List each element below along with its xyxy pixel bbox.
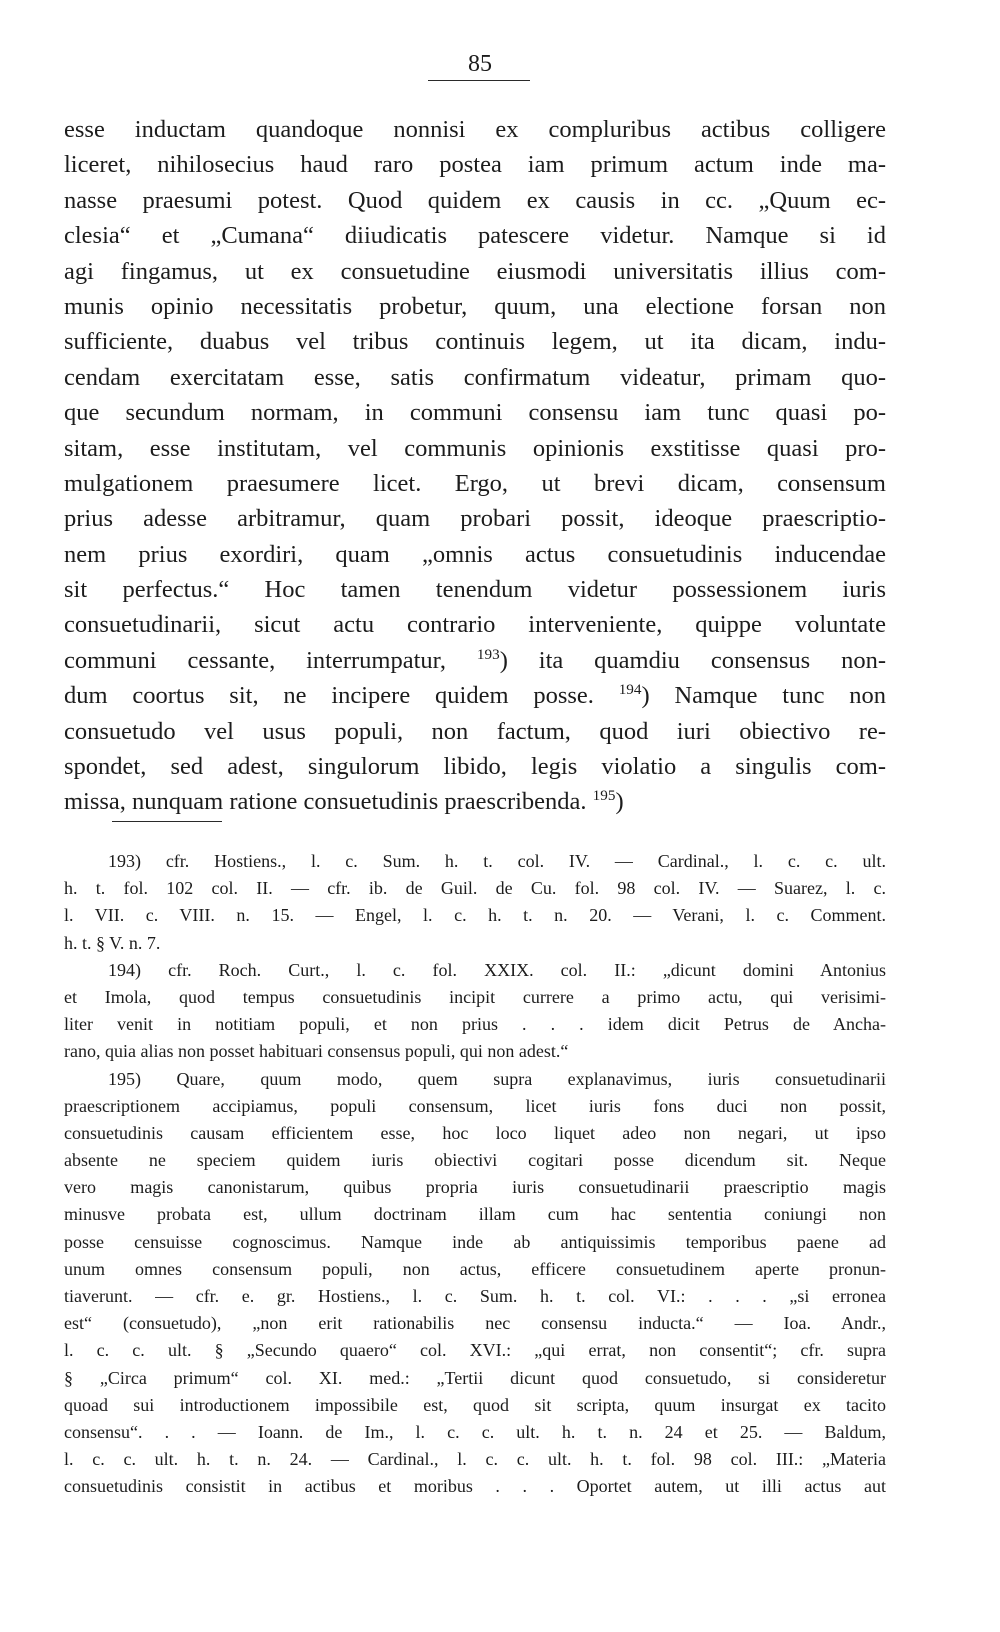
footnote-line: consuetudinis causam efficientem esse, hoc loco liquet adeo non negari, ut ipso [64, 1122, 886, 1143]
text-line: sit perfectus.“ Hoc tamen tenendum videtur possessionem iuris [64, 576, 886, 604]
text-line: clesia“ et „Cumana“ diiudicatis patescere videtur. Namque si id [64, 222, 886, 250]
text-line: munis opinio necessitatis probetur, quum, una electione forsan non [64, 292, 886, 320]
line-text: ) [615, 788, 624, 816]
footnote-line: vero magis canonistarum, quibus propria iuris consuetudinarii praescriptio magis [64, 1177, 886, 1198]
footnote-line: et Imola, quod tempus consuetudinis incipit currere a primo actu, qui verisimi- [64, 986, 886, 1007]
text-line: agi fingamus, ut ex consuetudine eiusmodi universitatis illius com- [64, 257, 886, 285]
footnote-line: 194) cfr. Roch. Curt., l. c. fol. XXIX. col. II.: „dicunt domini Antonius [108, 959, 886, 980]
footnote-ref-193: 193 [476, 645, 500, 663]
page-number-rule [428, 80, 530, 81]
footnote-line: praescriptionem accipiamus, populi consensum, licet iuris fons duci non possit, [64, 1095, 886, 1116]
footnote-ref-194: 194 [618, 681, 642, 699]
footnote-line: § „Circa primum“ col. XI. med.: „Tertii dicunt quod consuetudo, si consideretur [64, 1367, 886, 1388]
footnote-line: quoad sui introductionem impossibile est, quod sit scripta, quum insurgat ex tacito [64, 1394, 886, 1415]
footnote-line: est“ (consuetudo), „non erit rationabilis nec consensu inducta.“ — Ioa. Andr., [64, 1313, 886, 1334]
text-line: mulgationem praesumere licet. Ergo, ut brevi dicam, consensum [64, 469, 886, 497]
line-text: ) Namque tunc non [641, 682, 887, 710]
main-text [64, 112, 886, 820]
footnote-line: h. t. § V. n. 7. [64, 932, 161, 953]
line-text: dum coortus sit, ne incipere quidem posse. [64, 682, 594, 710]
footnote-separator [112, 821, 222, 822]
footnote-line: unum omnes consensum populi, non actus, efficere consuetudinem aperte pronun- [64, 1258, 886, 1279]
text-line: esse inductam quandoque nonnisi ex compluribus actibus colligere [64, 116, 886, 143]
footnote-ref-195: 195 [592, 787, 616, 805]
footnote-line: consuetudinis consistit in actibus et moribus . . . Oportet autem, ut illi actus aut [64, 1476, 886, 1497]
footnote-line: consensu“. . . — Ioann. de Im., l. c. c. ult. h. t. n. 24 et 25. — Baldum, [64, 1421, 886, 1442]
footnote-line: l. VII. c. VIII. n. 15. — Engel, l. c. h. t. n. 20. — Verani, l. c. Comment. [64, 905, 886, 926]
footnotes [64, 848, 886, 1501]
footnote-line: l. c. c. ult. h. t. n. 24. — Cardinal., l. c. c. ult. h. t. fol. 98 col. III.: „Materia [64, 1449, 886, 1470]
footnote-line: h. t. fol. 102 col. II. — cfr. ib. de Guil. de Cu. fol. 98 col. IV. — Suarez, l. c. [64, 878, 886, 899]
text-line: spondet, sed adest, singulorum libido, legis violatio a singulis com- [64, 753, 886, 781]
footnote-line: l. c. c. ult. § „Secundo quaero“ col. XVI.: „qui errat, non consentit“; cfr. supra [64, 1340, 886, 1361]
text-line: que secundum normam, in communi consensu iam tunc quasi po- [64, 399, 886, 427]
footnote-line: minusve probata est, ullum doctrinam illam cum hac sententia coniungi non [64, 1204, 886, 1225]
footnote-line: rano, quia alias non posset habituari consensus populi, qui non adest.“ [64, 1041, 569, 1062]
footnote-195 [64, 1066, 886, 1501]
footnote-line: posse censuisse cognoscimus. Namque inde ab antiquissimis temporibus paene ad [64, 1231, 886, 1252]
footnote-line: 193) cfr. Hostiens., l. c. Sum. h. t. col. IV. — Cardinal., l. c. c. ult. [108, 851, 886, 871]
text-line: cendam exercitatam esse, satis confirmatum videatur, primam quo- [64, 363, 886, 391]
text-line: liceret, nihilosecius haud raro postea iam primum actum inde ma- [64, 151, 886, 179]
text-line: sitam, esse institutam, vel communis opinionis exstitisse quasi pro- [64, 434, 886, 462]
footnote-line: 195) Quare, quum modo, quem supra explanavimus, iuris consuetudinarii [108, 1068, 886, 1089]
text-line: nem prius exordiri, quam „omnis actus consuetudinis inducendae [64, 540, 886, 568]
line-text: communi cessante, interrumpatur, [64, 646, 446, 674]
text-line: consuetudinarii, sicut actu contrario interveniente, quippe voluntate [64, 611, 886, 639]
page-number: 85 [468, 51, 492, 77]
footnote-line: absente ne speciem quidem iuris obiectivi cogitari posse dicendum sit. Neque [64, 1150, 886, 1171]
text-line: consuetudo vel usus populi, non factum, quod iuri obiectivo re- [64, 717, 886, 745]
text-line: sufficiente, duabus vel tribus continuis legem, ut ita dicam, indu- [64, 328, 886, 356]
footnote-193 [64, 848, 886, 957]
text-line: prius adesse arbitramur, quam probari possit, ideoque praescriptio- [64, 505, 886, 533]
text-line [64, 643, 886, 678]
footnote-line: liter venit in notitiam populi, et non prius . . . idem dicit Petrus de Ancha- [64, 1014, 886, 1035]
text-line [64, 784, 886, 819]
line-text: missa, nunquam ratione consuetudinis praescribenda. [64, 788, 587, 816]
text-line: nasse praesumi potest. Quod quidem ex causis in cc. „Quum ec- [64, 186, 886, 214]
line-text: ) ita quamdiu consensus non- [499, 646, 887, 674]
footnote-194 [64, 957, 886, 1066]
text-line [64, 678, 886, 713]
footnote-line: tiaverunt. — cfr. e. gr. Hostiens., l. c. Sum. h. t. col. VI.: . . . „si erronea [64, 1286, 886, 1306]
